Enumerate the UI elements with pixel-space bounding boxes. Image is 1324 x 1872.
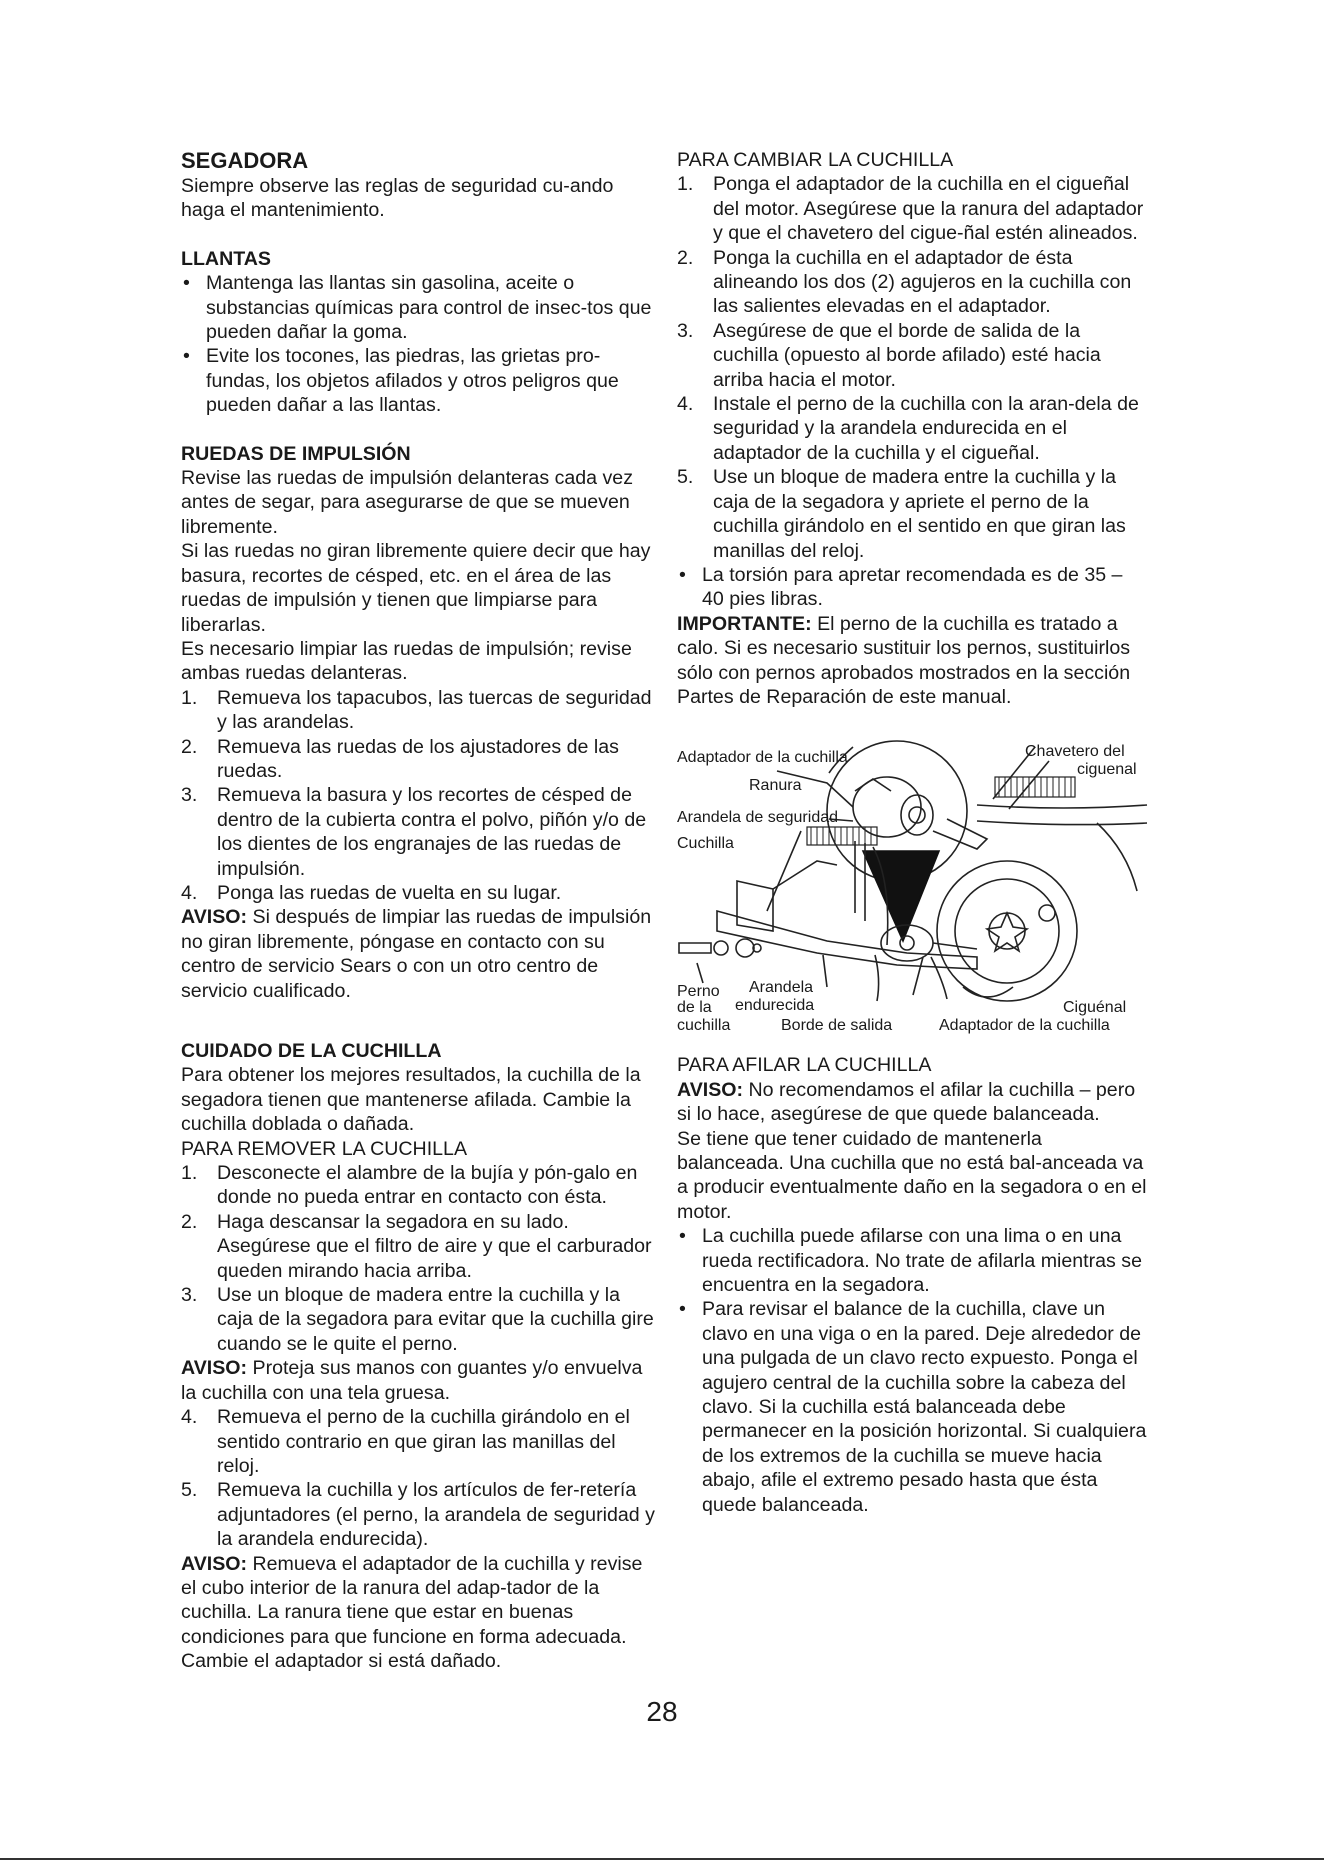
- cuidado-heading: CUIDADO DE LA CUCHILLA: [181, 1040, 442, 1062]
- segadora-heading: SEGADORA: [181, 148, 309, 173]
- right-column: [677, 148, 1147, 1517]
- list-item: 5. Use un bloque de madera entre la cuchilla y la caja de la segadora y apriete el perno de la cuchilla girándolo en el sentido en que giran las manillas del reloj.: [677, 466, 1126, 562]
- page-number: 28: [646, 1696, 678, 1727]
- list-item: 2. Ponga la cuchilla en el adaptador de ésta alineando los dos (2) agujeros en la cuchilla con las salientes elevadas en el adaptador.: [677, 246, 1132, 318]
- label-adaptador-bottom: Adaptador de la cuchilla: [939, 1017, 1110, 1035]
- label-arandela-seguridad: Arandela de seguridad: [677, 809, 839, 827]
- blade-assembly-figure: [677, 731, 1149, 1035]
- left-column: [181, 148, 659, 1674]
- ruedas-paragraph-2: Si las ruedas no giran libremente quiere decir que hay basura, recortes de césped, etc. en el área de las ruedas de impulsión y tienen que limpiarse para liberarlas.: [181, 540, 651, 636]
- label-borde-salida: Borde de salida: [781, 1017, 893, 1035]
- remover-aviso-2: AVISO: Remueva el adaptador de la cuchilla y revise el cubo interior de la ranura del adap-tador de la cuchilla. La ranura tiene que estar en buenas condiciones para que funcione en forma adecuada. Cambie el adaptador si está dañado.: [181, 1552, 643, 1673]
- cambiar-steps: [677, 172, 1147, 563]
- label-perno-1: Perno: [677, 983, 720, 1001]
- afilar-aviso: AVISO: No recomendamos el afilar la cuchilla – pero si lo hace, asegúrese de que quede balanceada.: [677, 1078, 1136, 1126]
- label-adaptador-top: Adaptador de la cuchilla: [677, 749, 848, 767]
- ruedas-steps: [181, 686, 659, 906]
- remover-steps-a: [181, 1161, 659, 1356]
- llantas-list: [181, 271, 659, 417]
- torsion-list: [677, 563, 1147, 612]
- remover-aviso-1: AVISO: Proteja sus manos con guantes y/o envuelva la cuchilla con una tela gruesa.: [181, 1357, 643, 1404]
- bottom-rule: [0, 1858, 1324, 1860]
- list-item: 5. Remueva la cuchilla y los artículos de fer-retería adjuntadores (el perno, la arandela de seguridad y la arandela endurecida).: [181, 1479, 655, 1551]
- ruedas-paragraph-1: Revise las ruedas de impulsión delanteras cada vez antes de segar, para asegurarse de que se mueven libremente.: [181, 467, 633, 538]
- label-perno-3: cuchilla: [677, 1017, 731, 1035]
- cuidado-paragraph: Para obtener los mejores resultados, la cuchilla de la segadora tienen que mantenerse afilada. Cambie la cuchilla doblada o dañada.: [181, 1064, 641, 1136]
- label-arandela-end-1: Arandela: [749, 979, 814, 997]
- list-item: • La torsión para apretar recomendada es de 35 – 40 pies libras.: [679, 563, 1123, 611]
- afilar-heading: PARA AFILAR LA CUCHILLA: [677, 1054, 932, 1077]
- list-item: • La cuchilla puede afilarse con una lima o en una rueda rectificadora. No trate de afilarla mientras se encuentra en la segadora.: [679, 1225, 1142, 1296]
- list-item: 4. Instale el perno de la cuchilla con la aran-dela de seguridad y la arandela endurecida en el adaptador de la cuchilla y el cigueñal.: [677, 393, 1139, 464]
- cambiar-heading: PARA CAMBIAR LA CUCHILLA: [677, 149, 954, 171]
- remover-steps-b: [181, 1405, 659, 1551]
- segadora-text: Siempre observe las reglas de seguridad cu-ando haga el mantenimiento.: [181, 175, 614, 222]
- list-item: 1. Remueva los tapacubos, las tuercas de seguridad y las arandelas.: [181, 686, 652, 734]
- afilar-list: [677, 1224, 1147, 1517]
- ruedas-heading: RUEDAS DE IMPULSIÓN: [181, 442, 411, 465]
- list-item: 1. Ponga el adaptador de la cuchilla en el cigueñal del motor. Asegúrese que la ranura del adaptador y que el chavetero del cigue-ñal estén alineados.: [677, 173, 1144, 245]
- list-item: 3. Asegúrese de que el borde de salida de la cuchilla (opuesto al borde afilado) esté hacia arriba hacia el motor.: [677, 319, 1101, 391]
- list-item: 3. Use un bloque de madera entre la cuchilla y la caja de la segadora para evitar que la cuchilla gire cuando se le quite el perno.: [181, 1284, 654, 1355]
- list-item: • Para revisar el balance de la cuchilla, clave un clavo en una viga o en la pared. Deje alrededor de una pulgada de un clavo recto expuesto. Ponga el agujero central de la cuchilla sobre la cabeza del clavo. Si la cuchilla está balanceada debe permanecer en la posición horizontal. Si cualquiera de los extremos de la cuchilla se mueve hacia abajo, afile el extremo pesado hasta que ésta quede balanceada.: [679, 1298, 1147, 1516]
- list-item: 3. Remueva la basura y los recortes de césped de dentro de la cubierta contra el polvo, piñón y/o de los dientes de los engranajes de las ruedas de impulsión.: [181, 784, 647, 880]
- list-item: • Evite los tocones, las piedras, las grietas pro-fundas, los objetos afilados y otros peligros que pueden dañar a las llantas.: [183, 345, 619, 417]
- label-perno-2: de la: [677, 999, 712, 1017]
- label-chavetero-2: ciguenal: [1077, 761, 1137, 779]
- ruedas-paragraph-3: Es necesario limpiar las ruedas de impulsión; revise ambas ruedas delanteras.: [181, 637, 632, 685]
- list-item: 2. Remueva las ruedas de los ajustadores de las ruedas.: [181, 735, 619, 782]
- llantas-heading: LLANTAS: [181, 247, 271, 270]
- label-ciguenal: Ciguénal: [1063, 999, 1127, 1017]
- remover-heading: PARA REMOVER LA CUCHILLA: [181, 1137, 468, 1160]
- afilar-paragraph: Se tiene que tener cuidado de mantenerla balanceada. Una cuchilla que no está bal-anceada va a producir eventualmente daño en la segadora o en el motor.: [677, 1127, 1147, 1223]
- label-cuchilla: Cuchilla: [677, 835, 734, 853]
- list-item: 2. Haga descansar la segadora en su lado. Asegúrese que el filtro de aire y que el carburador queden mirando hacia arriba.: [181, 1210, 652, 1282]
- label-ranura: Ranura: [749, 777, 802, 795]
- list-item: • Mantenga las llantas sin gasolina, aceite o substancias químicas para control de insec-tos que pueden dañar la goma.: [183, 272, 652, 344]
- list-item: 4. Ponga las ruedas de vuelta en su lugar.: [181, 881, 562, 904]
- label-chavetero-1: Chavetero del: [1025, 743, 1125, 761]
- ruedas-aviso: AVISO: Si después de limpiar las ruedas de impulsión no giran libremente, póngase en contacto con su centro de servicio Sears o con un otro centro de servicio cualificado.: [181, 906, 652, 1002]
- importante-note: IMPORTANTE: El perno de la cuchilla es tratado a calo. Si es necesario sustituir los pernos, sustituirlos sólo con pernos aprobados mostrados en la sección Partes de Reparación de este manual.: [677, 612, 1131, 708]
- list-item: 1. Desconecte el alambre de la bujía y pón-galo en donde no pueda entrar en contacto con ésta.: [181, 1162, 638, 1209]
- list-item: 4. Remueva el perno de la cuchilla girándolo en el sentido contrario en que giran las manillas del reloj.: [181, 1406, 630, 1477]
- label-arandela-end-2: endurecida: [735, 997, 815, 1015]
